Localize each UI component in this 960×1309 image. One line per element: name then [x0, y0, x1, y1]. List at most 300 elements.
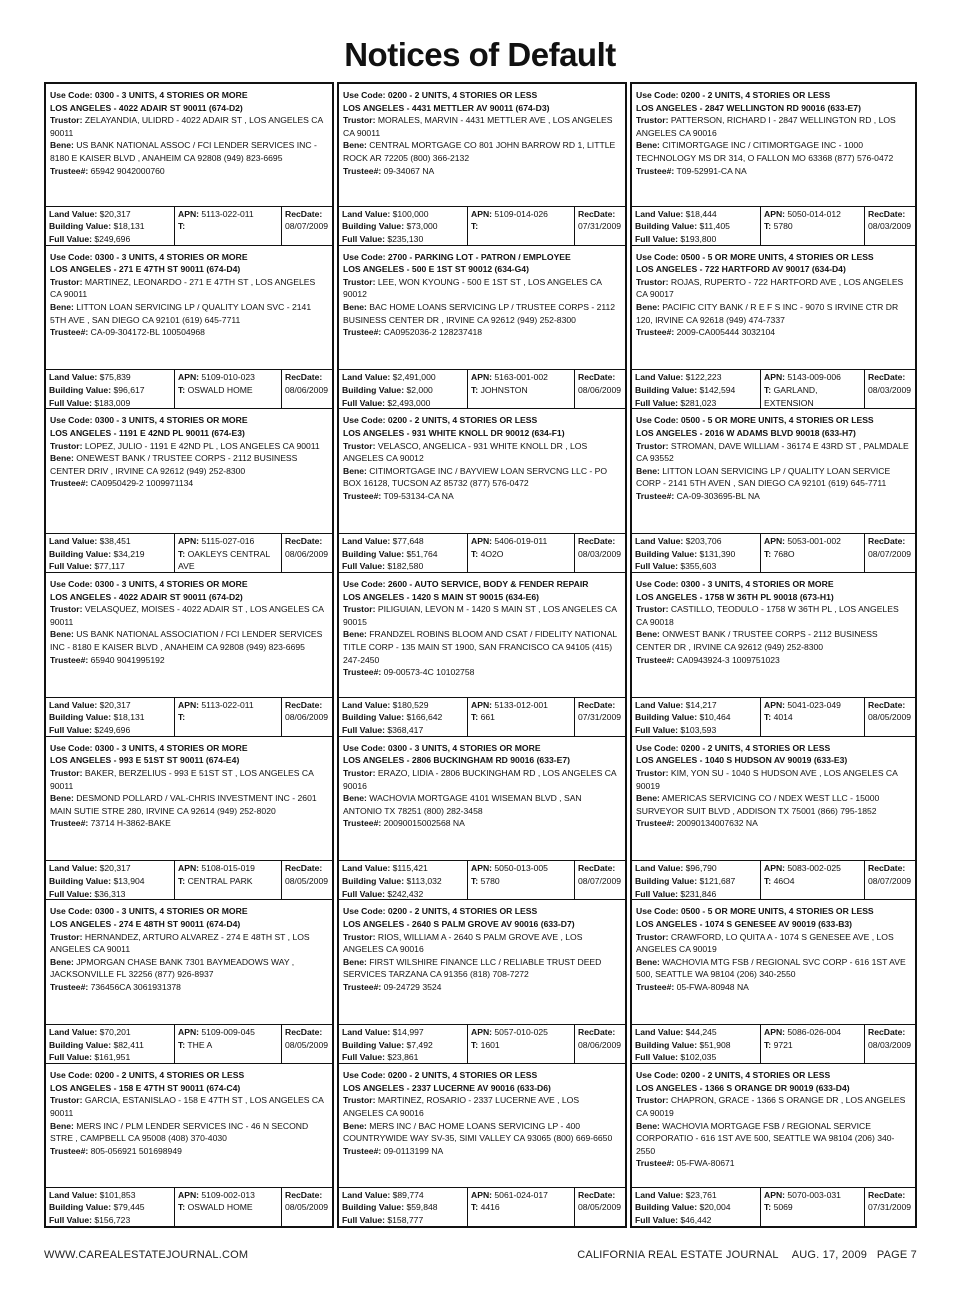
- recdate-value: 08/07/2009: [285, 221, 329, 232]
- page-title: Notices of Default: [344, 36, 616, 73]
- notice-body: [632, 900, 915, 1024]
- building-value: $10,464: [699, 712, 731, 723]
- trustee-label: Trustee#:: [343, 667, 382, 678]
- t-label: T:: [764, 712, 772, 723]
- full-value-label: Full Value:: [635, 233, 678, 244]
- apn-label: APN:: [178, 1189, 200, 1200]
- value-row: [339, 697, 625, 737]
- land-value-label: Land Value:: [49, 536, 98, 547]
- bene-label: Bene:: [50, 453, 74, 464]
- trustor-line: [636, 767, 911, 792]
- full-value-label: Full Value:: [342, 1215, 385, 1225]
- bene-value: FIRST WILSHIRE FINANCE LLC / RELIABLE TRUST DEED SERVICES TARZANA CA 91356 (818) 708-7272: [343, 956, 602, 980]
- bene-label: Bene:: [50, 140, 74, 151]
- notice-body: [46, 900, 332, 1024]
- apn-cell: [174, 1025, 281, 1063]
- recdate-value: 08/03/2009: [868, 221, 912, 232]
- t-value: 5780: [773, 221, 793, 232]
- building-value: $13,904: [113, 876, 145, 887]
- bene-value: LITTON LOAN SERVICING LP / QUALITY LOAN SVC - 2141 5TH AVE , SAN DIEGO CA 92101 (619) 645-7711: [50, 302, 312, 325]
- apn-label: APN:: [764, 863, 786, 874]
- apn-value: 5109-002-013: [201, 1189, 255, 1200]
- trustee-value: 20090015002568 NA: [383, 818, 465, 829]
- t-value: JOHNSTON: [480, 384, 528, 395]
- building-value: $59,848: [406, 1202, 438, 1213]
- full-value: $281,023: [680, 397, 717, 408]
- building-value-label: Building Value:: [342, 1202, 405, 1213]
- land-value: $101,853: [99, 1189, 136, 1200]
- apn-value: 5057-010-025: [494, 1027, 548, 1038]
- recdate-cell: [281, 370, 332, 408]
- trustee-value: 09-00573-4C 10102758: [383, 667, 475, 678]
- notice-body: [46, 737, 332, 861]
- full-value: $103,593: [680, 724, 717, 735]
- notice-record: [630, 246, 917, 410]
- apn-value: 5163-001-002: [494, 372, 548, 383]
- notice-record: [337, 900, 627, 1064]
- trustor-value: VELASQUEZ, MOISES - 4022 ADAIR ST , LOS ANGELES CA 90011: [50, 604, 324, 627]
- trustee-label: Trustee#:: [50, 818, 89, 829]
- footer-page: PAGE 7: [876, 1249, 917, 1261]
- land-value-label: Land Value:: [342, 1189, 391, 1200]
- footer-website[interactable]: WWW.CAREALESTATEJOURNAL.COM: [44, 1249, 249, 1261]
- bene-line: [50, 1120, 328, 1145]
- apn-cell: [174, 1188, 281, 1226]
- land-value-label: Land Value:: [342, 863, 391, 874]
- land-value: $44,245: [685, 1027, 717, 1038]
- building-value-label: Building Value:: [342, 712, 405, 723]
- apn-label: APN:: [471, 1189, 493, 1200]
- recdate-cell: [574, 698, 625, 736]
- apn-label: APN:: [178, 536, 200, 547]
- trustor-label: Trustor:: [636, 931, 669, 942]
- bene-label: Bene:: [343, 465, 367, 476]
- apn-label: APN:: [764, 1027, 786, 1038]
- apn-value: 5061-024-017: [494, 1189, 548, 1200]
- recdate-value: 08/05/2009: [285, 1202, 329, 1213]
- land-value-label: Land Value:: [635, 372, 684, 383]
- apn-cell: [174, 370, 281, 408]
- t-label: T:: [471, 876, 479, 887]
- apn-value: 5086-026-004: [787, 1027, 841, 1038]
- bene-value: FRANDZEL ROBINS BLOOM AND CSAT / FIDELITY NATIONAL TITLE CORP - 135 MAIN ST 1900, SAN FRANCISCO CA 94105 (415) 247-2450: [343, 629, 617, 665]
- building-value-label: Building Value:: [635, 548, 698, 559]
- building-value: $73,000: [406, 221, 438, 232]
- trustor-value: MARTINEZ, LEONARDO - 271 E 47TH ST , LOS ANGELES CA 90011: [50, 276, 316, 300]
- building-value-label: Building Value:: [49, 876, 112, 887]
- bene-value: US BANK NATIONAL ASSOCIATION / FCI LENDER SERVICES INC - 8180 E KAISER BLVD , ANAHEIM CA 92808 (949) 823-6695: [50, 629, 323, 653]
- trustor-label: Trustor:: [343, 440, 376, 451]
- building-value-label: Building Value:: [49, 712, 112, 723]
- trustee-line: [50, 1145, 328, 1158]
- notice-body: [632, 246, 915, 370]
- value-row: [632, 369, 915, 409]
- trustor-value: RIOS, WILLIAM A - 2640 S PALM GROVE AVE , LOS ANGELES CA 90016: [343, 931, 583, 955]
- apn-cell: [467, 1188, 574, 1226]
- value-cell: [46, 698, 174, 736]
- apn-value: 5113-022-011: [201, 208, 254, 219]
- building-value: $18,131: [113, 712, 145, 723]
- t-value: OAKLEYS CENTRAL AVE: [178, 548, 270, 572]
- bene-line: [343, 956, 621, 981]
- building-value-label: Building Value:: [635, 384, 698, 395]
- recdate-label: RecDate:: [578, 1027, 616, 1038]
- notice-body: [339, 573, 625, 697]
- recdate-label: RecDate:: [285, 1189, 323, 1200]
- bene-label: Bene:: [636, 793, 660, 804]
- building-value: $79,445: [113, 1202, 145, 1213]
- building-value-label: Building Value:: [342, 876, 405, 887]
- trustor-label: Trustor:: [343, 767, 376, 778]
- value-cell: [339, 370, 467, 408]
- recdate-label: RecDate:: [578, 863, 616, 874]
- land-value: $2,491,000: [392, 372, 436, 383]
- property-address: LOS ANGELES - 2847 WELLINGTON RD 90016 (633-E7): [636, 102, 861, 113]
- trustee-value: 05-FWA-80671: [676, 1158, 735, 1169]
- building-value-label: Building Value:: [49, 548, 112, 559]
- value-row: [46, 206, 332, 246]
- trustor-label: Trustor:: [343, 931, 376, 942]
- trustor-value: LOPEZ, JULIO - 1191 E 42ND PL , LOS ANGELES CA 90011: [84, 440, 320, 451]
- notice-record: [630, 737, 917, 901]
- full-value: $158,777: [387, 1215, 424, 1225]
- bene-value: ONWEST BANK / TRUSTEE CORPS - 2112 BUSINESS CENTER DR , IRVINE CA 92612 (949) 252-8300: [636, 629, 878, 653]
- full-value: $182,580: [387, 561, 424, 572]
- apn-label: APN:: [764, 699, 786, 710]
- recdate-cell: [281, 207, 332, 245]
- trustee-label: Trustee#:: [343, 1145, 382, 1156]
- bene-value: CITIMORTGAGE INC / CITIMORTGAGE INC - 1000 TECHNOLOGY MS DR 314, O FALLON MO 63368 (877) 576-0472: [636, 140, 894, 163]
- building-value: $96,617: [113, 384, 145, 395]
- full-value-label: Full Value:: [635, 888, 678, 899]
- use-code: Use Code: 0300 - 3 UNITS, 4 STORIES OR MORE: [50, 742, 248, 753]
- building-value-label: Building Value:: [49, 1039, 112, 1050]
- recdate-value: 08/06/2009: [578, 1039, 622, 1050]
- trustor-line: [343, 931, 621, 956]
- recdate-label: RecDate:: [285, 699, 323, 710]
- trustee-label: Trustee#:: [343, 165, 382, 176]
- property-address: LOS ANGELES - 1420 S MAIN ST 90015 (634-E6): [343, 591, 539, 602]
- trustor-line: [50, 1094, 328, 1119]
- bene-label: Bene:: [343, 629, 367, 640]
- recdate-cell: [574, 370, 625, 408]
- land-value: $203,706: [685, 536, 722, 547]
- value-row: [339, 1024, 625, 1064]
- land-value: $23,761: [685, 1189, 717, 1200]
- notice-body: [46, 1064, 332, 1187]
- bene-line: [636, 139, 911, 164]
- notice-record: [337, 737, 627, 901]
- trustor-label: Trustor:: [50, 276, 83, 287]
- bene-label: Bene:: [636, 956, 660, 967]
- bene-value: LITTON LOAN SERVICING LP / QUALITY LOAN SERVICE CORP - 2141 5TH AVEN , SAN DIEGO CA 92101 (619) 645-7711: [636, 465, 891, 489]
- trustor-value: HERNANDEZ, ARTURO ALVAREZ - 274 E 48TH ST , LOS ANGELES CA 90011: [50, 931, 310, 955]
- recdate-cell: [864, 370, 915, 408]
- trustee-line: [636, 654, 911, 667]
- trustee-value: 09-24729 3524: [383, 982, 442, 992]
- bene-label: Bene:: [343, 140, 367, 151]
- land-value: $115,421: [392, 863, 428, 874]
- notice-record: [337, 1064, 627, 1228]
- full-value-label: Full Value:: [635, 724, 678, 735]
- land-value: $89,774: [392, 1189, 424, 1200]
- trustee-label: Trustee#:: [343, 818, 382, 829]
- apn-cell: [467, 1025, 574, 1063]
- trustor-value: CRAWFORD, LO QUITA A - 1074 S GENESEE AVE , LOS ANGELES CA 90019: [636, 931, 894, 955]
- recdate-cell: [281, 534, 332, 572]
- value-row: [632, 206, 915, 246]
- trustee-label: Trustee#:: [636, 490, 675, 501]
- trustor-line: [636, 1094, 911, 1119]
- building-value-label: Building Value:: [635, 1039, 698, 1050]
- full-value: $231,846: [680, 888, 717, 899]
- trustor-label: Trustor:: [636, 276, 669, 287]
- bene-line: [50, 628, 328, 653]
- bene-label: Bene:: [636, 140, 660, 151]
- land-value-label: Land Value:: [635, 536, 684, 547]
- t-value: OSWALD HOME: [187, 1202, 253, 1213]
- trustor-line: [343, 114, 621, 139]
- bene-line: [50, 792, 328, 817]
- land-value: $20,317: [99, 863, 131, 874]
- full-value: $183,009: [94, 397, 131, 408]
- trustee-label: Trustee#:: [50, 1145, 89, 1156]
- trustor-value: PILIGUIAN, LEVON M - 1420 S MAIN ST , LOS ANGELES CA 90015: [343, 604, 617, 627]
- trustee-label: Trustee#:: [50, 982, 89, 992]
- apn-label: APN:: [178, 372, 200, 383]
- trustor-value: STROMAN, DAVE WILLIAM - 36174 E 43RD ST , PALMDALE CA 93552: [636, 440, 909, 464]
- bene-line: [50, 452, 328, 477]
- full-value-label: Full Value:: [49, 1052, 92, 1063]
- recdate-cell: [574, 1188, 625, 1226]
- trustee-line: [636, 981, 911, 994]
- notice-body: [632, 409, 915, 533]
- full-value: $46,442: [680, 1215, 712, 1225]
- recdate-label: RecDate:: [578, 208, 616, 219]
- land-value-label: Land Value:: [635, 1027, 684, 1038]
- land-value-label: Land Value:: [342, 699, 391, 710]
- apn-value: 5109-009-045: [201, 1027, 255, 1038]
- trustor-label: Trustor:: [343, 276, 376, 287]
- trustee-value: CA0943924-3 1009751023: [676, 654, 780, 665]
- t-label: T:: [471, 221, 479, 232]
- land-value-label: Land Value:: [49, 372, 98, 383]
- trustee-value: 65940 9041995192: [90, 654, 165, 665]
- apn-cell: [174, 534, 281, 572]
- recdate-value: 08/05/2009: [285, 1039, 329, 1050]
- trustor-label: Trustor:: [636, 1095, 669, 1106]
- bene-value: PACIFIC CITY BANK / R E F S INC - 9070 S IRVINE CTR DR 120, IRVINE CA 92618 (949) 474-7337: [636, 302, 899, 325]
- recdate-value: 08/05/2009: [578, 1202, 622, 1213]
- apn-label: APN:: [178, 1027, 200, 1038]
- trustor-line: [343, 440, 621, 465]
- t-label: T:: [471, 548, 479, 559]
- trustor-label: Trustor:: [343, 115, 376, 126]
- property-address: LOS ANGELES - 500 E 1ST ST 90012 (634-G4): [343, 264, 529, 275]
- recdate-value: 08/07/2009: [578, 876, 622, 887]
- bene-line: [636, 465, 911, 490]
- trustee-label: Trustee#:: [636, 327, 675, 338]
- value-cell: [46, 861, 174, 899]
- building-value: $166,642: [406, 712, 443, 723]
- notice-record: [337, 246, 627, 410]
- bene-label: Bene:: [636, 629, 660, 640]
- building-value-label: Building Value:: [342, 548, 405, 559]
- recdate-cell: [864, 1025, 915, 1063]
- bene-line: [50, 956, 328, 981]
- t-label: T:: [178, 712, 186, 723]
- recdate-cell: [864, 698, 915, 736]
- value-row: [339, 206, 625, 246]
- notice-record: [630, 900, 917, 1064]
- trustee-line: [636, 165, 911, 178]
- trustee-line: [50, 981, 328, 994]
- building-value: $142,594: [699, 384, 736, 395]
- trustee-line: [343, 490, 621, 503]
- apn-label: APN:: [471, 208, 493, 219]
- bene-line: [636, 792, 911, 817]
- property-address: LOS ANGELES - 1040 S HUDSON AV 90019 (633-E3): [636, 755, 848, 766]
- recdate-label: RecDate:: [285, 1027, 323, 1038]
- bene-value: MERS INC / BAC HOME LOANS SERVICING LP - 400 COUNTRYWIDE WAY SV-35, SIMI VALLEY CA 93065 (800) 669-6650: [343, 1120, 613, 1144]
- land-value: $180,529: [392, 699, 429, 710]
- use-code: Use Code: 0200 - 2 UNITS, 4 STORIES OR LESS: [636, 90, 831, 100]
- land-value: $20,317: [99, 699, 131, 710]
- value-cell: [339, 534, 467, 572]
- trustor-value: PATTERSON, RICHARD I - 2847 WELLINGTON RD , LOS ANGELES CA 90016: [636, 115, 896, 138]
- bene-label: Bene:: [343, 302, 367, 313]
- bene-label: Bene:: [636, 465, 660, 476]
- use-code: Use Code: 0300 - 3 UNITS, 4 STORIES OR MORE: [636, 579, 834, 590]
- bene-label: Bene:: [636, 1120, 660, 1131]
- building-value: $2,000: [406, 384, 433, 395]
- apn-cell: [467, 370, 574, 408]
- full-value: $249,696: [94, 233, 131, 244]
- land-value-label: Land Value:: [342, 536, 391, 547]
- t-value: OSWALD HOME: [187, 384, 253, 395]
- recdate-value: 08/06/2009: [578, 384, 622, 395]
- building-value: $82,411: [113, 1039, 144, 1050]
- recdate-value: 07/31/2009: [578, 712, 622, 723]
- use-code: Use Code: 0500 - 5 OR MORE UNITS, 4 STORIES OR LESS: [636, 251, 874, 262]
- t-value: THE A: [187, 1039, 213, 1050]
- notice-body: [632, 737, 915, 861]
- apn-cell: [174, 698, 281, 736]
- notice-body: [46, 246, 332, 370]
- trustor-value: ZELAYANDIA, ULIDRD - 4022 ADAIR ST , LOS ANGELES CA 90011: [50, 115, 323, 138]
- trustor-line: [636, 440, 911, 465]
- full-value-label: Full Value:: [635, 1215, 678, 1225]
- full-value: $156,723: [94, 1215, 131, 1225]
- t-label: T:: [178, 1202, 186, 1213]
- notice-record: [44, 246, 334, 410]
- notice-body: [46, 573, 332, 697]
- trustor-label: Trustor:: [50, 1095, 83, 1106]
- trustor-label: Trustor:: [50, 767, 83, 778]
- trustor-value: ERAZO, LIDIA - 2806 BUCKINGHAM RD , LOS ANGELES CA 90016: [343, 767, 617, 791]
- notice-record: [630, 82, 917, 246]
- recdate-cell: [574, 1025, 625, 1063]
- apn-value: 5083-002-025: [787, 863, 841, 874]
- full-value: $2,493,000: [387, 397, 431, 408]
- recdate-value: 08/06/2009: [285, 384, 329, 395]
- apn-label: APN:: [764, 372, 786, 383]
- trustee-label: Trustee#:: [343, 327, 382, 338]
- apn-value: 5113-022-011: [201, 699, 254, 710]
- use-code: Use Code: 0300 - 3 UNITS, 4 STORIES OR MORE: [50, 415, 248, 426]
- bene-label: Bene:: [343, 956, 367, 967]
- land-value: $18,444: [685, 208, 717, 219]
- trustee-value: 2009-CA005444 3032104: [676, 327, 776, 338]
- apn-cell: [467, 861, 574, 899]
- trustee-value: 805-056921 501698949: [90, 1145, 182, 1156]
- recdate-value: 08/05/2009: [868, 712, 912, 723]
- bene-value: ONEWEST BANK / TRUSTEE CORPS - 2112 BUSINESS CENTER DRIV , IRVINE CA 92612 (949) 252-8300: [50, 453, 298, 476]
- recdate-cell: [281, 698, 332, 736]
- recdate-label: RecDate:: [578, 699, 616, 710]
- building-value: $131,390: [699, 548, 736, 559]
- trustor-label: Trustor:: [636, 115, 669, 126]
- trustee-value: CA0950429-2 1009971134: [90, 478, 194, 489]
- value-row: [339, 533, 625, 573]
- trustor-label: Trustor:: [636, 440, 669, 451]
- trustee-line: [343, 981, 621, 994]
- recdate-label: RecDate:: [868, 699, 906, 710]
- property-address: LOS ANGELES - 1074 S GENESEE AV 90019 (633-B3): [636, 919, 853, 930]
- bene-value: DESMOND POLLARD / VAL-CHRIS INVESTMENT INC - 2601 MAIN SUTIE STRE 280, IRVINE CA 92614 (949) 252-8020: [50, 793, 317, 816]
- trustee-label: Trustee#:: [636, 1158, 675, 1169]
- trustee-label: Trustee#:: [50, 478, 89, 489]
- recdate-cell: [864, 1188, 915, 1226]
- trustor-label: Trustor:: [50, 440, 83, 451]
- apn-label: APN:: [178, 863, 200, 874]
- land-value: $70,201: [99, 1027, 131, 1038]
- use-code: Use Code: 0200 - 2 UNITS, 4 STORIES OR LESS: [636, 1070, 831, 1081]
- building-value-label: Building Value:: [635, 876, 698, 887]
- value-row: [632, 1187, 915, 1228]
- value-row: [46, 369, 332, 409]
- building-value-label: Building Value:: [49, 221, 112, 232]
- recdate-value: 07/31/2009: [578, 221, 622, 232]
- value-cell: [632, 207, 760, 245]
- value-row: [632, 1024, 915, 1064]
- recdate-cell: [864, 861, 915, 899]
- notice-record: [630, 409, 917, 573]
- value-cell: [339, 1188, 467, 1226]
- t-value: 5069: [773, 1202, 793, 1213]
- apn-value: 5050-013-005: [494, 863, 548, 874]
- notice-body: [632, 84, 915, 206]
- land-value-label: Land Value:: [49, 1027, 98, 1038]
- value-cell: [46, 370, 174, 408]
- building-value: $18,131: [113, 221, 145, 232]
- bene-value: JPMORGAN CHASE BANK 7301 BAYMEADOWS WAY , JACKSONVILLE FL 32256 (877) 926-8937: [50, 956, 295, 980]
- bene-label: Bene:: [50, 302, 74, 313]
- trustor-value: BAKER, BERZELIUS - 993 E 51ST ST , LOS ANGELES CA 90011: [50, 767, 314, 791]
- bene-value: AMERICAS SERVICING CO / NDEX WEST LLC - 15000 SURVEYOR SUIT BLVD , ADDISON TX 75001 (866) 795-1852: [636, 793, 880, 816]
- full-value-label: Full Value:: [635, 1052, 678, 1063]
- trustor-line: [636, 603, 911, 628]
- land-value-label: Land Value:: [342, 372, 391, 383]
- property-address: LOS ANGELES - 2806 BUCKINGHAM RD 90016 (633-E7): [343, 755, 570, 766]
- value-cell: [46, 534, 174, 572]
- t-value: 4014: [773, 712, 793, 723]
- land-value: $14,217: [685, 699, 717, 710]
- notice-body: [339, 900, 625, 1024]
- trustor-line: [636, 931, 911, 956]
- recdate-value: 08/07/2009: [868, 548, 912, 559]
- bene-line: [50, 301, 328, 326]
